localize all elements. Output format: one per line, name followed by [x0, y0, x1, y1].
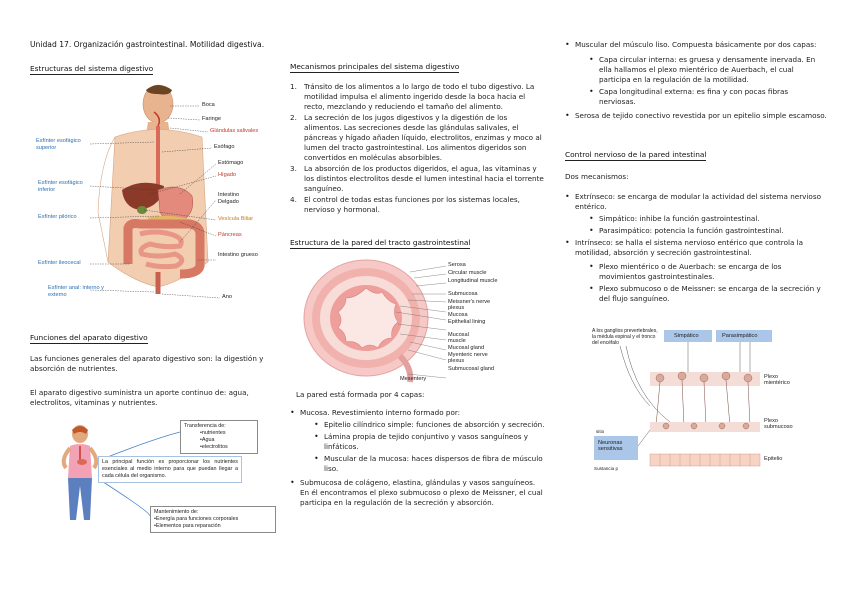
label-faringe: Faringe: [202, 116, 221, 122]
muscular-list: [565, 40, 827, 123]
label-plexo-mienterico: Plexo mientérico: [764, 374, 790, 386]
box-transferencia-item: •electrolitos: [200, 444, 228, 450]
list-item: • Plexo mientérico o de Auerbach: se encarga de los movimientos gastrointestinales.: [589, 262, 827, 282]
label-esfinter-superior: Esfínter esofágico superior: [36, 138, 81, 151]
section-heading-estructuras: Estructuras del sistema digestivo: [30, 64, 154, 73]
mecanismos-list: [290, 82, 545, 216]
box-mantenimiento: [150, 506, 276, 533]
mecanismos-nerviosos-list: [565, 192, 827, 306]
list-item: • Plexo submucoso o de Meissner: se encarga de la secreción y del flujo sanguíneo.: [589, 284, 827, 304]
label-parasimpatico: Parasimpático: [722, 333, 758, 339]
list-item: • Capa longitudinal externa: es fina y con pocas fibras nerviosas.: [589, 87, 827, 107]
box-transferencia: [180, 420, 258, 454]
label-simpatico: Simpático: [674, 333, 699, 339]
paragraph-cuatro-capas: La pared está formada por 4 capas:: [296, 390, 425, 399]
wall-label: Myenteric nerve plexus: [448, 352, 488, 364]
list-item: • Parasimpático: potencia la función gastrointestinal.: [589, 226, 827, 236]
gi-wall-diagram: [300, 256, 530, 384]
wall-label: Mucosal gland: [448, 345, 485, 351]
label-estomago: Estómago: [218, 160, 244, 166]
wall-label: Mesentery: [400, 376, 427, 382]
wall-label: Submucosal gland: [448, 366, 495, 372]
wall-label: Longitudinal muscle: [448, 278, 498, 284]
wall-label: Submucosa: [448, 291, 478, 297]
section-heading-funciones: Funciones del aparato digestivo: [30, 333, 148, 342]
list-item-extrinseco: • Extrínseco: se encarga de modular la actividad del sistema nervioso entérico. • Simpático: inhibe la función gastrointestinal. • Parasimpático: potencia la función gastrointestinal.: [565, 192, 827, 236]
box-mantenimiento-title: Mantenimiento de:: [154, 509, 199, 515]
intrinseco-sublist: [589, 262, 827, 304]
wall-label: Meissner's nerve plexus: [448, 299, 491, 311]
list-item: • Epitelio cilíndrico simple: funciones de absorción y secreción.: [314, 420, 545, 430]
label-small-1: sitio: [596, 429, 605, 434]
wall-label: Circular muscle: [448, 270, 487, 276]
gi-wall-cross-section: [300, 256, 530, 384]
paragraph-funciones-generales: Las funciones generales del aparato digestivo son: la digestión y absorción de nutrientes.: [30, 354, 264, 373]
label-ano: Ano: [222, 294, 232, 300]
list-item-submucosa: • Submucosa de colágeno, elastina, glándulas y vasos sanguíneos. En él encontramos el plexo submucoso o plexo de Meissner, el cual participa en la regulación de la secreción y absorción.: [290, 478, 545, 508]
box-funcion-principal: La principal función es proporcionar los nutrientes esenciales al medio interno para que puedan llegar a cada célula del organismo.: [98, 456, 242, 483]
list-item-intrinseco: • Intrínseco: se halla el sistema nervioso entérico que controla la motilidad, absorción y secreción gastrointestinal. • Plexo mientérico o de Auerbach: se encarga de los movimientos gastrointestinales. • Plexo submucoso o de Meissner: se encarga de la secreción y del flujo sanguíneo.: [565, 238, 827, 304]
box-mantenimiento-item: •Elementos para reparación: [154, 523, 221, 529]
label-intestino-grueso: Intestino grueso: [218, 252, 258, 258]
muscular-sublist: [589, 55, 827, 107]
page-title: Unidad 17. Organización gastrointestinal. Motilidad digestiva.: [30, 40, 265, 49]
section-heading-estructura-pared: Estructura de la pared del tracto gastrointestinal: [290, 238, 471, 247]
enteric-nervous-diagram: [590, 326, 805, 476]
wall-label: Mucosa: [448, 312, 468, 318]
label-esfinter-inferior: Esfínter esofágico inferior: [38, 180, 83, 193]
list-item: 4. El control de todas estas funciones por los sistemas locales, nervioso y hormonal.: [290, 195, 520, 214]
list-item-serosa: • Serosa de tejido conectivo revestida por un epitelio simple escamoso.: [565, 111, 827, 121]
box-transferencia-title: Transferencia de:: [184, 423, 226, 429]
box-transferencia-item: •Agua: [200, 437, 215, 443]
enteric-nervous-illustration: [590, 326, 805, 476]
list-item: • Simpático: inhibe la función gastrointestinal.: [589, 214, 827, 224]
paragraph-aporte-continuo: El aparato digestivo suministra un aporte continuo de: agua, electrolitos, vitaminas y nutrientes.: [30, 388, 249, 407]
list-item: • Capa circular interna: es gruesa y densamente inervada. En ella hallamos el plexo mientérico de Auerbach, el cual participa en la regulación de la motilidad.: [589, 55, 827, 85]
capas-list: [290, 408, 545, 510]
list-item-mucosa: • Mucosa. Revestimiento interno formado por: • Epitelio cilíndrico simple: funciones de absorción y secreción. • Lámina propia de tejido conjuntivo y vasos sanguíneos y linfáticos. • Muscular de la mucosa: haces dispersos de fibra de músculo liso.: [290, 408, 545, 474]
label-plexo-submucoso: Plexo submucoso: [764, 418, 793, 430]
label-higado: Hígado: [218, 172, 237, 178]
wall-label: Epithelial lining: [448, 319, 486, 325]
list-item: 1. Tránsito de los alimentos a lo largo de todo el tubo digestivo. La motilidad impulsa el alimento ingerido desde la boca hacia el recto, mezclando y reduciendo el tamaño del alimento.: [290, 82, 535, 111]
box-transferencia-item: •nutrientes: [200, 430, 226, 436]
label-epitelio: Epitelio: [764, 456, 783, 462]
wall-label: Serosa: [448, 262, 466, 268]
mucosa-sublist: [314, 420, 545, 474]
list-item-muscular: • Muscular del músculo liso. Compuesta básicamente por dos capas: • Capa circular interna: es gruesa y densamente inervada. En ella hallamos el plexo mientérico de Auerbach, el cual participa en la regulación de la motilidad. • Capa longitudinal externa: es fina y con pocas fibras nerviosas.: [565, 40, 827, 107]
label-glandulas: Glándulas salivales: [210, 128, 259, 134]
label-pancreas: Páncreas: [218, 232, 242, 238]
label-esfinter-anal: Esfínter anal: interno y externo: [48, 285, 104, 298]
label-neuronas-sensitivas: Neuronas sensitivas: [598, 440, 623, 452]
label-vesicula: Vesícula Biliar: [218, 216, 254, 222]
wall-label: Mucosal muscle: [448, 332, 469, 344]
label-boca: Boca: [202, 102, 215, 108]
list-item: • Lámina propia de tejido conjuntivo y vasos sanguíneos y linfáticos.: [314, 432, 545, 452]
label-esfinter-pilorico: Esfínter pilórico: [38, 214, 77, 220]
list-item: • Muscular de la mucosa: haces dispersos de fibra de músculo liso.: [314, 454, 545, 474]
label-esofago: Esófago: [214, 144, 235, 150]
label-esfinter-ileocecal: Esfínter ileocecal: [38, 260, 81, 266]
paragraph-dos-mecanismos: Dos mecanismos:: [565, 172, 629, 181]
label-ganglios: A los ganglios prevertebrales, la médula espinal y el tronco del encéfalo: [592, 328, 658, 346]
section-heading-mecanismos: Mecanismos principales del sistema digestivo: [290, 62, 460, 71]
label-small-2: Sustancia p: [594, 466, 619, 471]
funciones-diagram: [30, 420, 280, 530]
extrinseco-sublist: [589, 214, 827, 236]
digestive-system-diagram: [30, 82, 272, 307]
label-intestino-delgado: Intestino Delgado: [218, 192, 240, 205]
list-item: 2. La secreción de los jugos digestivos y la digestión de los alimentos. Las secreciones desde las glándulas salivales, el páncreas y hígado añaden líquido, electrolitos, enzimas y moco al lumen del tracto gastrointestinal. Los alimentos digeridos son convertidos en moléculas absorbibles.: [290, 113, 542, 162]
section-heading-control-nervioso: Control nervioso de la pared intestinal: [565, 150, 707, 159]
box-mantenimiento-item: •Energía para funciones corporales: [154, 516, 239, 522]
list-item: 3. La absorción de los productos digeridos, el agua, las vitaminas y los distintos electrolitos desde el lumen intestinal hacia el torrente sanguíneo.: [290, 164, 544, 193]
